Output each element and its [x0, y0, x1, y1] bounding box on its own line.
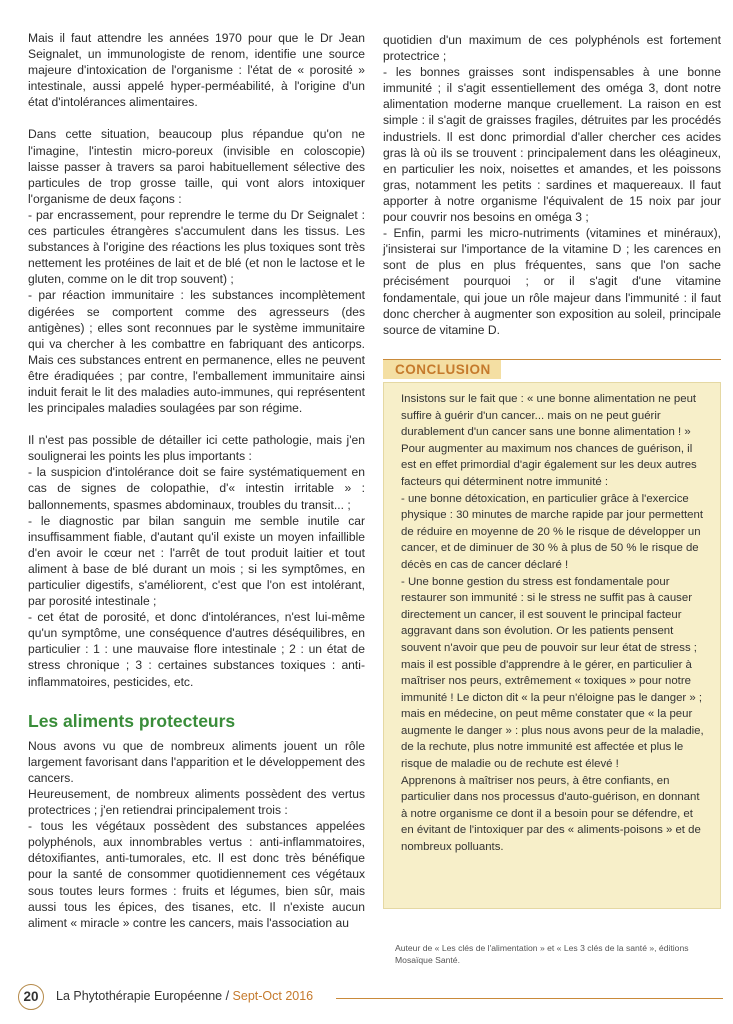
issue-date: Sept-Oct 2016 — [232, 989, 314, 1003]
body-paragraph: Dans cette situation, beaucoup plus répandue qu'on ne l'imagine, l'intestin micro-poreux (invisible en coloscopie) laisse passer à travers sa paroi habituellement sélective des particules de trop grosse taille, qui vont alors intoxiquer l'organisme de deux façons : — [28, 127, 365, 206]
conclusion-heading: CONCLUSION — [383, 360, 501, 379]
body-paragraph: - par réaction immunitaire : les substances incomplètement digérées se comportent comme des agresseurs (des antigènes) ; elles sont reconnues par le système immunitaire qui va chercher à les combattre en fabriquant des anticorps. Mais ces substances entrent en permanence, elles ne peuvent être éradiquées ; par contre, l'emballement immunitaire ainsi induit ferait le lit des maladies auto-immunes, qui représentent les principales maladies soulagées par son régime. — [28, 288, 365, 416]
body-paragraph: Mais il faut attendre les années 1970 pour que le Dr Jean Seignalet, un immunologiste de renom, identifie une source majeure d'intoxication de l'organisme : l'état de « porosité » intestinale, aussi appelé hyper-perméabilité, à l'origine d'un état d'intolérances alimentaires. — [28, 31, 365, 110]
body-paragraph: - le diagnostic par bilan sanguin me semble inutile car insuffisamment fiable, d'autant qu'il existe un moyen infaillible d'en avoir le cœur net : l'arrêt de tout produit laitier et tout aliment à base de blé durant un mois ; si les symptômes, en particulier digestifs, s'améliorent, c'est que l'on est intolérant, par porosité intestinale ; — [28, 513, 365, 609]
conclusion-paragraph: - une bonne détoxication, en particulier grâce à l'exercice physique : 30 minutes de marche rapide par jour permettent de réduire en moyenne de 20 % le risque de développer un cancer, et de diminuer de 30 % à plus de 50 % le risque de décès en cas de cancer déclaré ! — [401, 492, 704, 571]
conclusion-header — [383, 359, 721, 380]
body-paragraph: - les bonnes graisses sont indispensables à une bonne immunité ; il s'agit essentiellement des oméga 3, dont notre alimentation moderne manque cruellement. La raison en est simple : il s'agit de graisses fragiles, détruites par les procédés industriels. Il est donc primordial d'aller chercher ces acides gras là où ils se trouvent : principalement dans les oléagineux, en particulier les noix, noisettes et amandes, et les poissons gras, notamment les petits : sardines et maquereaux. Il faut apporter à notre organisme l'équivalent de 15 noix par jour pour couvrir nos besoins en oméga 3 ; — [383, 65, 721, 225]
footer-title — [56, 989, 313, 1003]
conclusion-paragraph: Pour augmenter au maximum nos chances de guérison, il est en effet primordial d'agir également sur les deux autres facteurs qui déterminent notre immunité : — [401, 442, 697, 488]
author-note: Auteur de « Les clés de l'alimentation » et « Les 3 clés de la santé », éditions Mosaïque Santé. — [395, 943, 689, 965]
body-paragraph: - Enfin, parmi les micro-nutriments (vitamines et minéraux), j'insisterai sur l'importance de la vitamine D ; les carences en sont de plus en plus fréquentes, sans que l'on sache précisément pourquoi ; or il s'agit d'une vitamine fondamentale, qui joue un rôle majeur dans l'immunité : il faut donc chercher à augmenter son exposition au soleil, principale source de vitamine D. — [383, 226, 721, 337]
conclusion-text — [401, 391, 707, 856]
body-paragraph: - tous les végétaux possèdent des substances appelées polyphénols, aux innombrables vertus : anti-inflammatoires, détoxifiantes, anti-tumorales, etc. Il est donc très bénéfique pour la santé de consommer quotidiennement ces végétaux sous toutes leurs formes : fruits et légumes, bien sûr, mais aussi tous les épices, des tisanes, etc. Il n'existe aucun aliment « miracle » contre les cancers, mais l'association au — [28, 819, 365, 930]
footer-separator: / — [222, 989, 233, 1003]
body-paragraph: - cet état de porosité, et donc d'intolérances, n'est lui-même qu'un symptôme, une conséquence d'autres déséquilibres, en particulier : 1 : une mauvaise flore intestinale ; 2 : un état de stress chronique ; 3 : certaines substances toxiques : anti-inflammatoires, pesticides, etc. — [28, 610, 365, 689]
right-column — [383, 32, 721, 338]
page-footer — [18, 984, 723, 1008]
body-paragraph: Nous avons vu que de nombreux aliments jouent un rôle largement favorisant dans l'apparition et le développement des cancers. — [28, 738, 365, 785]
conclusion-paragraph: Insistons sur le fait que : « une bonne alimentation ne peut suffire à guérir d'un cancer... mais on ne peut guérir durablement d'un cancer sans une bonne alimentation ! » — [401, 393, 697, 439]
body-paragraph: quotidien d'un maximum de ces polyphénols est fortement protectrice ; — [383, 33, 721, 64]
journal-title: La Phytothérapie Européenne — [56, 989, 223, 1003]
body-paragraph: Heureusement, de nombreux aliments possèdent des vertus protectrices ; j'en retiendrai principalement trois : — [28, 786, 365, 818]
body-paragraph: - la suspicion d'intolérance doit se faire systématiquement en cas de signes de colopathie, d'« intestin irritable » : ballonnements, spasmes abdominaux, troubles du transit... ; — [28, 465, 365, 512]
conclusion-box — [383, 382, 721, 909]
footer-rule — [336, 998, 723, 999]
left-column — [28, 30, 365, 931]
conclusion-paragraph: Apprenons à maîtriser nos peurs, à être confiants, en particulier dans nos processus d'auto-guérison, en donnant à notre organisme ce dont il a besoin pour se défendre, et en évitant de l'intoxiquer par des « aliments-poisons » et de nombreux polluants. — [401, 774, 701, 854]
body-paragraph: Il n'est pas possible de détailler ici cette pathologie, mais j'en soulignerai les points les plus importants : — [28, 433, 365, 464]
body-paragraph: - par encrassement, pour reprendre le terme du Dr Seignalet : ces particules étrangères s'accumulent dans les tissus. Les substances à l'origine des réactions les plus toxiques sont très nettement les protéines de lait et de blé (et non le lactose et le gluten, comme on le dit trop souvent) ; — [28, 207, 365, 287]
page-number: 20 — [18, 984, 44, 1010]
conclusion-paragraph: - Une bonne gestion du stress est fondamentale pour restaurer son immunité : si le stress ne suffit pas à causer directement un cancer, il est souvent le principal facteur aggravant dans son évolution. Or les patients pensent souvent n'avoir que peu de pouvoir sur leur état de stress ; mais il est possible d'apprendre à le gérer, en particulier à maîtriser nos peurs, extrêmement « toxiques » pour notre immunité ! Le dicton dit « la peur n'éloigne pas le danger » ; mais en médecine, on peut même constater que « la peur augmente le danger » : plus nous avons peur de la maladie, de la rechute, plus notre immunité est affectée et plus le risque de maladie ou de rechute est élevé ! — [401, 575, 704, 771]
section-heading-aliments-protecteurs: Les aliments protecteurs — [28, 710, 236, 731]
